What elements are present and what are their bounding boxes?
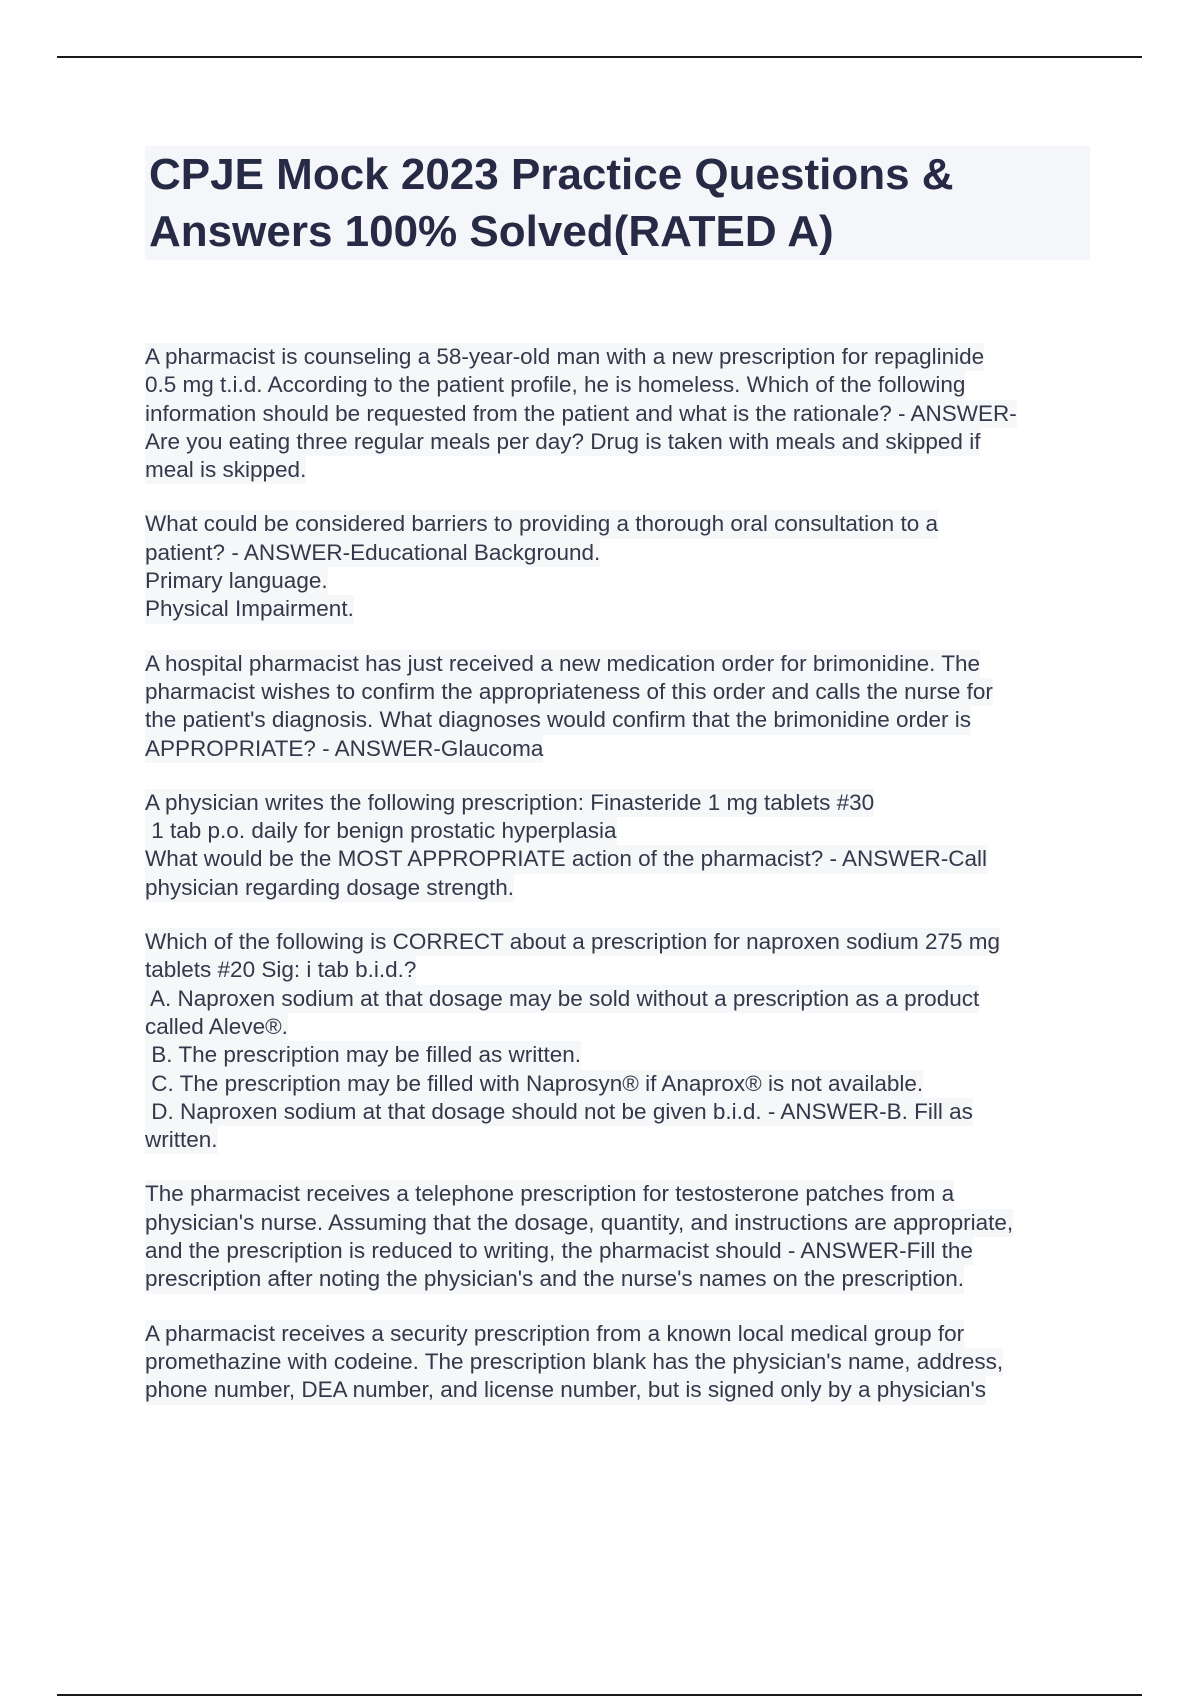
qa-item (145, 510, 1090, 623)
document-title (145, 146, 1090, 260)
qa-text-line: A physician writes the following prescription: Finasteride 1 mg tablets #30 (145, 789, 874, 817)
qa-text-line: pharmacist wishes to confirm the appropriateness of this order and calls the nurse for (145, 678, 993, 706)
qa-text-line: Are you eating three regular meals per day? Drug is taken with meals and skipped if (145, 428, 980, 456)
qa-text-line: 0.5 mg t.i.d. According to the patient profile, he is homeless. Which of the following (145, 371, 965, 399)
qa-text-line: Physical Impairment. (145, 595, 354, 623)
footer-rule (57, 1694, 1142, 1696)
qa-text-line: Which of the following is CORRECT about a prescription for naproxen sodium 275 mg (145, 928, 1000, 956)
qa-text-line: information should be requested from the patient and what is the rationale? - ANSWER- (145, 400, 1017, 428)
qa-text-line: D. Naproxen sodium at that dosage should not be given b.i.d. - ANSWER-B. Fill as (145, 1098, 973, 1126)
qa-text-line: called Aleve®. (145, 1013, 288, 1041)
qa-text-line: A hospital pharmacist has just received a new medication order for brimonidine. The (145, 650, 980, 678)
qa-text-line: promethazine with codeine. The prescription blank has the physician's name, address, (145, 1348, 1003, 1376)
qa-item (145, 1320, 1090, 1405)
qa-item (145, 789, 1090, 902)
qa-text-line: the patient's diagnosis. What diagnoses would confirm that the brimonidine order is (145, 706, 971, 734)
qa-text-line: A pharmacist is counseling a 58-year-old man with a new prescription for repaglinide (145, 343, 984, 371)
qa-text-line: written. (145, 1126, 218, 1154)
qa-text-line: 1 tab p.o. daily for benign prostatic hyperplasia (145, 817, 617, 845)
qa-text-line: physician regarding dosage strength. (145, 874, 514, 902)
qa-item (145, 928, 1090, 1154)
header-rule (57, 56, 1142, 58)
qa-text-line: APPROPRIATE? - ANSWER-Glaucoma (145, 735, 543, 763)
qa-text-line: A pharmacist receives a security prescription from a known local medical group for (145, 1320, 964, 1348)
title-line-1: CPJE Mock 2023 Practice Questions & (149, 150, 954, 199)
qa-text-line: A. Naproxen sodium at that dosage may be sold without a prescription as a product (145, 985, 979, 1013)
qa-text-line: Primary language. (145, 567, 328, 595)
document-body (145, 146, 1090, 1431)
qa-text-line: meal is skipped. (145, 456, 306, 484)
qa-text-line: physician's nurse. Assuming that the dosage, quantity, and instructions are appropriate, (145, 1209, 1013, 1237)
qa-text-line: What could be considered barriers to providing a thorough oral consultation to a (145, 510, 938, 538)
qa-text-line: and the prescription is reduced to writing, the pharmacist should - ANSWER-Fill the (145, 1237, 973, 1265)
qa-item (145, 1180, 1090, 1293)
qa-text-line: phone number, DEA number, and license number, but is signed only by a physician's (145, 1376, 986, 1404)
qa-item (145, 343, 1090, 484)
qa-text-line: prescription after noting the physician's and the nurse's names on the prescription. (145, 1265, 964, 1293)
question-answer-list (145, 343, 1090, 1405)
qa-item (145, 650, 1090, 763)
qa-text-line: B. The prescription may be filled as written. (145, 1041, 581, 1069)
qa-text-line: The pharmacist receives a telephone prescription for testosterone patches from a (145, 1180, 954, 1208)
qa-text-line: C. The prescription may be filled with Naprosyn® if Anaprox® is not available. (145, 1070, 923, 1098)
qa-text-line: patient? - ANSWER-Educational Background. (145, 539, 600, 567)
qa-text-line: What would be the MOST APPROPRIATE action of the pharmacist? - ANSWER-Call (145, 845, 987, 873)
qa-text-line: tablets #20 Sig: i tab b.i.d.? (145, 956, 416, 984)
title-line-2: Answers 100% Solved(RATED A) (149, 207, 834, 256)
